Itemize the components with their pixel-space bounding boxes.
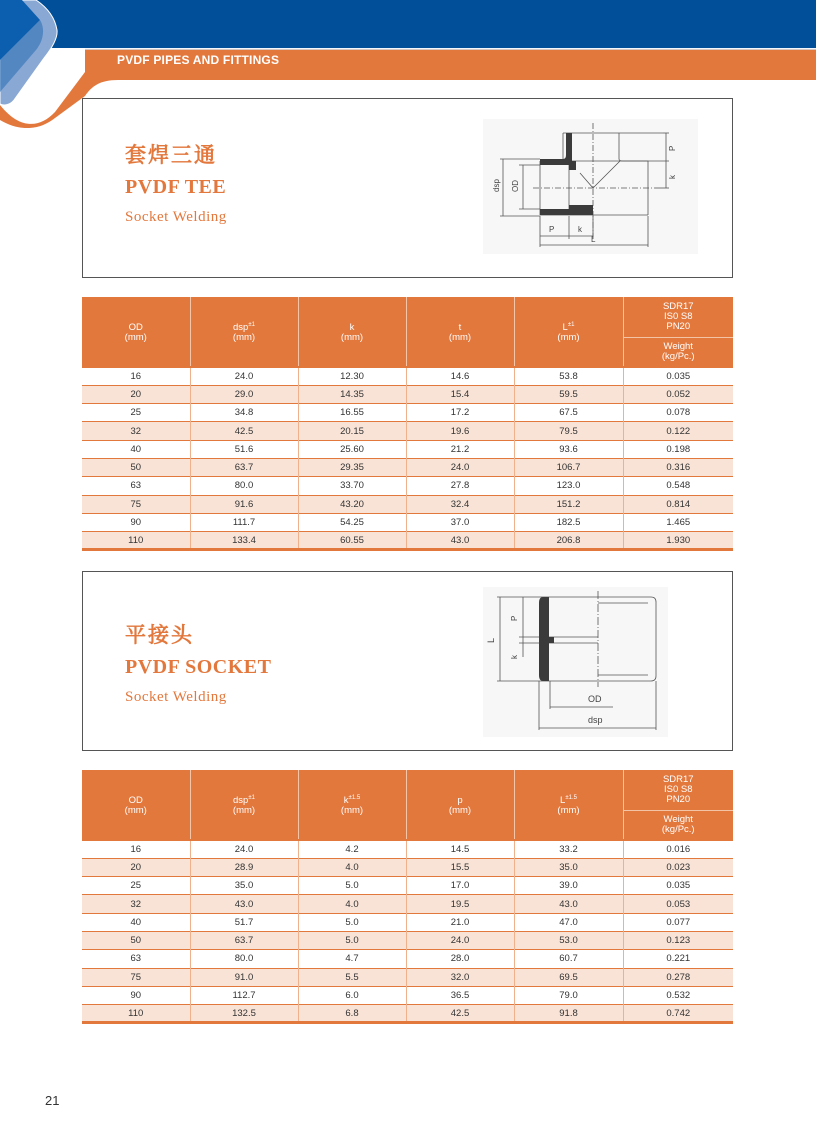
table-cell: 0.548 <box>623 477 733 495</box>
table-cell: 5.0 <box>298 913 406 931</box>
table-cell: 50 <box>82 458 190 476</box>
table-cell: 67.5 <box>514 404 623 422</box>
table-cell: 91.0 <box>190 968 298 986</box>
table-cell: 40 <box>82 913 190 931</box>
diagram-label-dsp: dsp <box>492 179 501 192</box>
table-row <box>82 513 733 531</box>
table-cell: 5.0 <box>298 931 406 949</box>
table-cell: 5.0 <box>298 877 406 895</box>
table-cell: 0.198 <box>623 440 733 458</box>
table-cell: 24.0 <box>190 367 298 385</box>
table-cell: 28.0 <box>406 950 514 968</box>
table-cell: 33.70 <box>298 477 406 495</box>
diagram-label-p: P <box>510 615 519 621</box>
table-cell: 0.077 <box>623 913 733 931</box>
table-cell: 0.122 <box>623 422 733 440</box>
diagram-label-dsp: dsp <box>588 715 603 725</box>
table-row <box>82 968 733 986</box>
tee-spec-table <box>82 297 733 551</box>
table-row <box>82 458 733 476</box>
column-header-dsp: dsp$^{\pm 1}$ (mm) <box>190 297 298 367</box>
column-header-weight: Weight (kg/Pc.) <box>623 810 733 840</box>
table-cell: 112.7 <box>190 986 298 1004</box>
socket-spec-table <box>82 770 733 1024</box>
table-cell: 80.0 <box>190 950 298 968</box>
column-header-od: OD (mm) <box>82 770 190 840</box>
diagram-label-p: P <box>549 225 555 234</box>
table-cell: 32.0 <box>406 968 514 986</box>
table-row <box>82 895 733 913</box>
table-row <box>82 1005 733 1023</box>
table-cell: 15.4 <box>406 385 514 403</box>
table-cell: 53.0 <box>514 931 623 949</box>
table-cell: 75 <box>82 495 190 513</box>
table-cell: 63 <box>82 477 190 495</box>
table-cell: 80.0 <box>190 477 298 495</box>
table-cell: 19.6 <box>406 422 514 440</box>
table-cell: 16.55 <box>298 404 406 422</box>
table-cell: 43.0 <box>406 532 514 550</box>
table-cell: 21.0 <box>406 913 514 931</box>
table-cell: 24.0 <box>406 458 514 476</box>
table-cell: 35.0 <box>190 877 298 895</box>
table-cell: 39.0 <box>514 877 623 895</box>
product-name-en: PVDF SOCKET <box>125 656 272 678</box>
table-cell: 12.30 <box>298 367 406 385</box>
table-cell: 17.0 <box>406 877 514 895</box>
table-cell: 16 <box>82 840 190 858</box>
table-cell: 43.20 <box>298 495 406 513</box>
table-row <box>82 877 733 895</box>
column-header-k: $k^{\pm 1.5}$ (mm) <box>298 770 406 840</box>
table-cell: 91.6 <box>190 495 298 513</box>
table-cell: 50 <box>82 931 190 949</box>
table-cell: 21.2 <box>406 440 514 458</box>
column-header-od: OD (mm) <box>82 297 190 367</box>
table-cell: 1.930 <box>623 532 733 550</box>
diagram-label-k: k <box>578 225 582 234</box>
table-cell: 6.0 <box>298 986 406 1004</box>
column-header-weight: Weight (kg/Pc.) <box>623 337 733 367</box>
table-cell: 90 <box>82 513 190 531</box>
table-row <box>82 385 733 403</box>
socket-technical-drawing <box>483 587 668 737</box>
diagram-label-l: L <box>591 235 596 244</box>
table-cell: 4.7 <box>298 950 406 968</box>
table-cell: 29.0 <box>190 385 298 403</box>
section-title: PVDF PIPES AND FITTINGS <box>117 53 280 67</box>
diagram-label-k-vertical: k <box>668 175 677 179</box>
table-cell: 0.053 <box>623 895 733 913</box>
table-cell: 106.7 <box>514 458 623 476</box>
column-header-l: $L^{\pm 1}$ (mm) <box>514 297 623 367</box>
table-cell: 63.7 <box>190 931 298 949</box>
table-cell: 43.0 <box>514 895 623 913</box>
table-cell: 0.123 <box>623 931 733 949</box>
table-cell: 0.221 <box>623 950 733 968</box>
table-cell: 54.25 <box>298 513 406 531</box>
table-cell: 6.8 <box>298 1005 406 1023</box>
table-row <box>82 367 733 385</box>
table-cell: 59.5 <box>514 385 623 403</box>
table-cell: 0.016 <box>623 840 733 858</box>
product-subtitle: Socket Welding <box>125 689 227 705</box>
table-cell: 35.0 <box>514 858 623 876</box>
table-cell: 43.0 <box>190 895 298 913</box>
table-cell: 79.5 <box>514 422 623 440</box>
table-cell: 27.8 <box>406 477 514 495</box>
table-cell: 111.7 <box>190 513 298 531</box>
table-cell: 53.8 <box>514 367 623 385</box>
table-cell: 14.5 <box>406 840 514 858</box>
table-cell: 63.7 <box>190 458 298 476</box>
diagram-label-l: L <box>486 637 496 643</box>
table-cell: 4.2 <box>298 840 406 858</box>
product-card-socket <box>82 571 733 751</box>
table-cell: 93.6 <box>514 440 623 458</box>
table-cell: 133.4 <box>190 532 298 550</box>
table-cell: 132.5 <box>190 1005 298 1023</box>
table-cell: 91.8 <box>514 1005 623 1023</box>
table-cell: 15.5 <box>406 858 514 876</box>
table-cell: 25 <box>82 404 190 422</box>
table-cell: 14.6 <box>406 367 514 385</box>
table-cell: 60.7 <box>514 950 623 968</box>
table-cell: 151.2 <box>514 495 623 513</box>
table-cell: 0.316 <box>623 458 733 476</box>
table-cell: 19.5 <box>406 895 514 913</box>
table-cell: 69.5 <box>514 968 623 986</box>
diagram-label-p-vertical: P <box>668 145 677 151</box>
table-cell: 0.742 <box>623 1005 733 1023</box>
table-cell: 47.0 <box>514 913 623 931</box>
table-cell: 16 <box>82 367 190 385</box>
table-cell: 33.2 <box>514 840 623 858</box>
table-cell: 60.55 <box>298 532 406 550</box>
table-cell: 0.532 <box>623 986 733 1004</box>
column-header-dsp: dsp$^{\pm 1}$ (mm) <box>190 770 298 840</box>
table-cell: 25 <box>82 877 190 895</box>
table-cell: 63 <box>82 950 190 968</box>
table-cell: 32 <box>82 422 190 440</box>
table-cell: 20 <box>82 385 190 403</box>
table-cell: 0.814 <box>623 495 733 513</box>
table-cell: 123.0 <box>514 477 623 495</box>
product-subtitle: Socket Welding <box>125 209 227 225</box>
table-cell: 0.023 <box>623 858 733 876</box>
table-row <box>82 840 733 858</box>
column-header-p: p (mm) <box>406 770 514 840</box>
table-row <box>82 913 733 931</box>
table-cell: 32 <box>82 895 190 913</box>
table-cell: 4.0 <box>298 858 406 876</box>
table-cell: 5.5 <box>298 968 406 986</box>
table-cell: 20.15 <box>298 422 406 440</box>
table-row <box>82 931 733 949</box>
table-row <box>82 950 733 968</box>
diagram-label-k: k <box>510 655 519 659</box>
table-row <box>82 495 733 513</box>
table-row <box>82 858 733 876</box>
table-cell: 75 <box>82 968 190 986</box>
table-cell: 42.5 <box>406 1005 514 1023</box>
table-cell: 32.4 <box>406 495 514 513</box>
diagram-label-od: OD <box>511 180 520 192</box>
table-cell: 17.2 <box>406 404 514 422</box>
column-header-sdr: SDR17 IS0 S8 PN20 <box>623 297 733 337</box>
product-card-tee <box>82 98 733 278</box>
table-cell: 28.9 <box>190 858 298 876</box>
table-cell: 24.0 <box>190 840 298 858</box>
table-cell: 0.278 <box>623 968 733 986</box>
diagram-label-od: OD <box>588 694 602 704</box>
table-cell: 37.0 <box>406 513 514 531</box>
product-name-en: PVDF TEE <box>125 176 227 198</box>
table-cell: 34.8 <box>190 404 298 422</box>
table-cell: 0.078 <box>623 404 733 422</box>
table-row <box>82 404 733 422</box>
table-cell: 51.7 <box>190 913 298 931</box>
column-header-sdr: SDR17 IS0 S8 PN20 <box>623 770 733 810</box>
table-cell: 29.35 <box>298 458 406 476</box>
column-header-k: k (mm) <box>298 297 406 367</box>
page-number: 21 <box>45 1093 60 1108</box>
column-header-t: t (mm) <box>406 297 514 367</box>
table-cell: 1.465 <box>623 513 733 531</box>
table-cell: 40 <box>82 440 190 458</box>
table-cell: 36.5 <box>406 986 514 1004</box>
table-cell: 110 <box>82 532 190 550</box>
product-name-cn: 套焊三通 <box>125 143 217 167</box>
table-cell: 0.035 <box>623 367 733 385</box>
table-row <box>82 986 733 1004</box>
table-cell: 25.60 <box>298 440 406 458</box>
table-cell: 42.5 <box>190 422 298 440</box>
table-cell: 20 <box>82 858 190 876</box>
table-cell: 24.0 <box>406 931 514 949</box>
table-row <box>82 532 733 550</box>
table-cell: 0.035 <box>623 877 733 895</box>
table-cell: 14.35 <box>298 385 406 403</box>
table-cell: 79.0 <box>514 986 623 1004</box>
table-cell: 0.052 <box>623 385 733 403</box>
table-cell: 51.6 <box>190 440 298 458</box>
table-row <box>82 477 733 495</box>
column-header-l: $L^{\pm 1.5}$ (mm) <box>514 770 623 840</box>
table-cell: 206.8 <box>514 532 623 550</box>
table-row <box>82 422 733 440</box>
table-row <box>82 440 733 458</box>
product-name-cn: 平接头 <box>125 623 194 647</box>
table-cell: 90 <box>82 986 190 1004</box>
tee-technical-drawing <box>483 119 698 254</box>
table-cell: 110 <box>82 1005 190 1023</box>
table-cell: 4.0 <box>298 895 406 913</box>
table-cell: 182.5 <box>514 513 623 531</box>
